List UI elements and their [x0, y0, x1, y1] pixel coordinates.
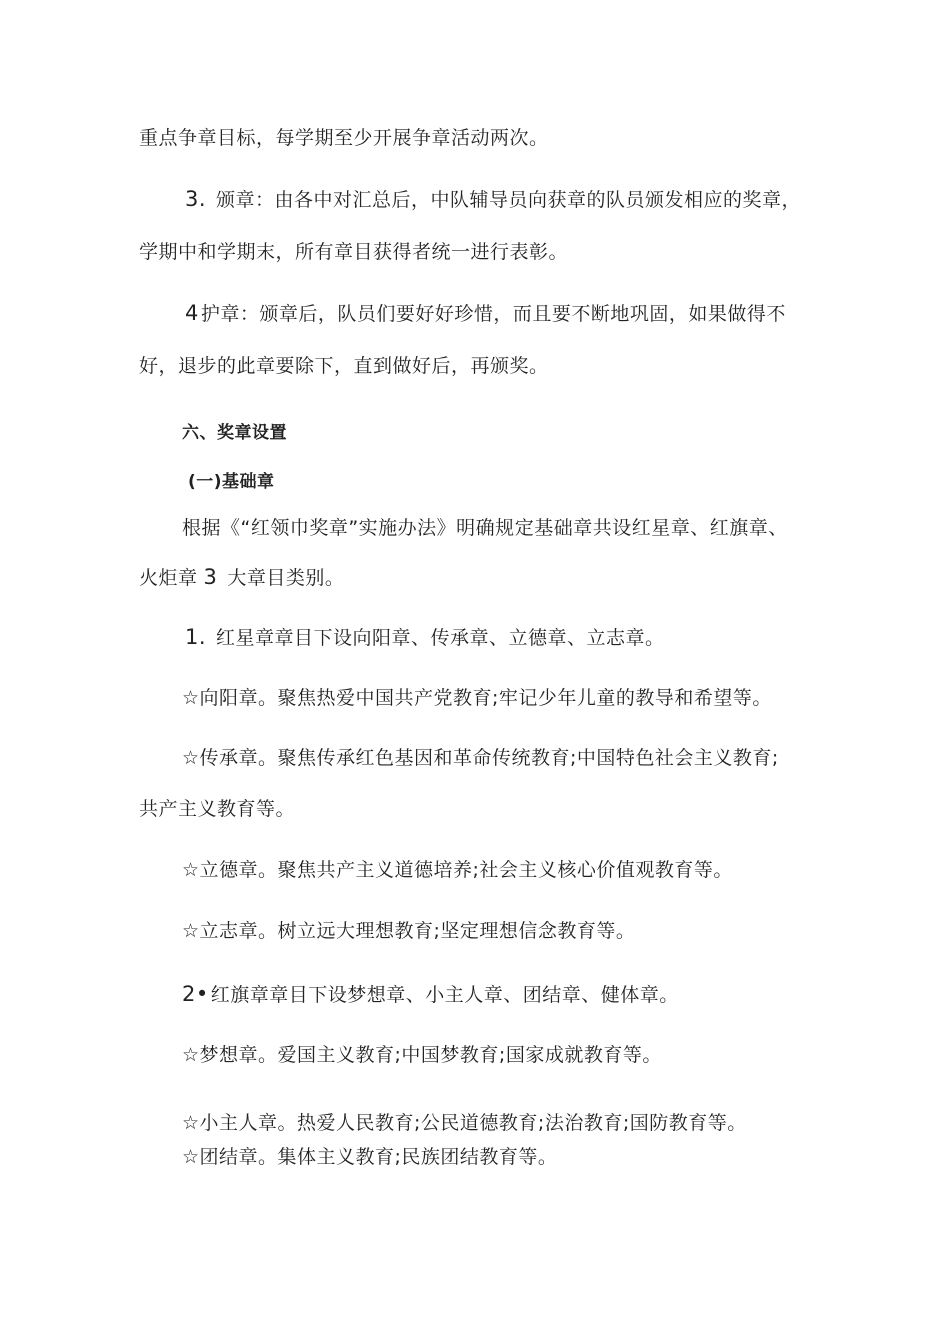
paragraph-line: [182, 919, 635, 943]
list-number: 3.: [185, 187, 207, 211]
paragraph-line: [139, 354, 549, 378]
paragraph-line: [182, 1043, 662, 1067]
paragraph-text: ☆立德章。聚焦共产主义道德培养;社会主义核心价值观教育等。: [182, 859, 733, 881]
paragraph-text: ☆向阳章。聚焦热爱中国共产党教育;牢记少年儿童的教导和希望等。: [182, 687, 772, 709]
paragraph-line: [182, 746, 779, 770]
paragraph-text: ☆团结章。集体主义教育;民族团结教育等。: [182, 1146, 558, 1168]
paragraph-line: [139, 126, 549, 150]
list-item-3: [185, 187, 801, 212]
inline-number: 3: [203, 565, 218, 589]
paragraph-text: 大章目类别。: [227, 567, 345, 589]
paragraph-line: [139, 240, 568, 264]
list-text: 护章：颁章后，队员们要好好珍惜，而且要不断地巩固，如果做得不: [200, 303, 786, 325]
paragraph-line: [182, 1111, 747, 1135]
list-item-1: [185, 625, 665, 650]
paragraph-line: [182, 686, 772, 710]
paragraph-text: ☆小主人章。热爱人民教育;公民道德教育;法治教育;国防教育等。: [182, 1112, 747, 1134]
paragraph-line: [139, 797, 295, 821]
paragraph-text: 学期中和学期末，所有章目获得者统一进行表彰。: [139, 241, 569, 263]
section-heading-text: 六、奖章设置: [182, 423, 287, 443]
list-text: 红旗章章目下设梦想章、小主人章、团结章、健体章。: [210, 984, 679, 1006]
paragraph-line: [182, 858, 733, 882]
paragraph-text: ☆梦想章。爱国主义教育;中国梦教育;国家成就教育等。: [182, 1044, 662, 1066]
section-heading: [182, 421, 287, 445]
paragraph-text: 根据《“红领巾奖章”实施办法》明确规定基础章共设红星章、红旗章、: [182, 517, 788, 539]
list-text: 颁章：由各中对汇总后，中队辅导员向获章的队员颁发相应的奖章，: [216, 189, 802, 211]
list-number: 2•: [182, 982, 209, 1006]
paragraph-line: [182, 516, 788, 540]
paragraph-line: [139, 565, 344, 590]
paragraph-line: [182, 1145, 557, 1169]
list-number: 1.: [185, 625, 207, 649]
subsection-heading: [188, 470, 275, 494]
list-item-2: [182, 982, 679, 1007]
paragraph-text: 好，退步的此章要除下，直到做好后，再颁奖。: [139, 355, 549, 377]
paragraph-text: 火炬章: [139, 567, 198, 589]
paragraph-text: 重点争章目标，每学期至少开展争章活动两次。: [139, 127, 549, 149]
subsection-heading-text: (一)基础章: [188, 472, 275, 492]
paragraph-text: ☆立志章。树立远大理想教育;坚定理想信念教育等。: [182, 920, 636, 942]
paragraph-text: ☆传承章。聚焦传承红色基因和革命传统教育;中国特色社会主义教育;: [182, 747, 779, 769]
list-number: 4: [185, 301, 199, 325]
list-text: 红星章章目下设向阳章、传承章、立德章、立志章。: [216, 627, 665, 649]
paragraph-text: 共产主义教育等。: [139, 798, 296, 820]
list-item-4: [185, 301, 786, 326]
